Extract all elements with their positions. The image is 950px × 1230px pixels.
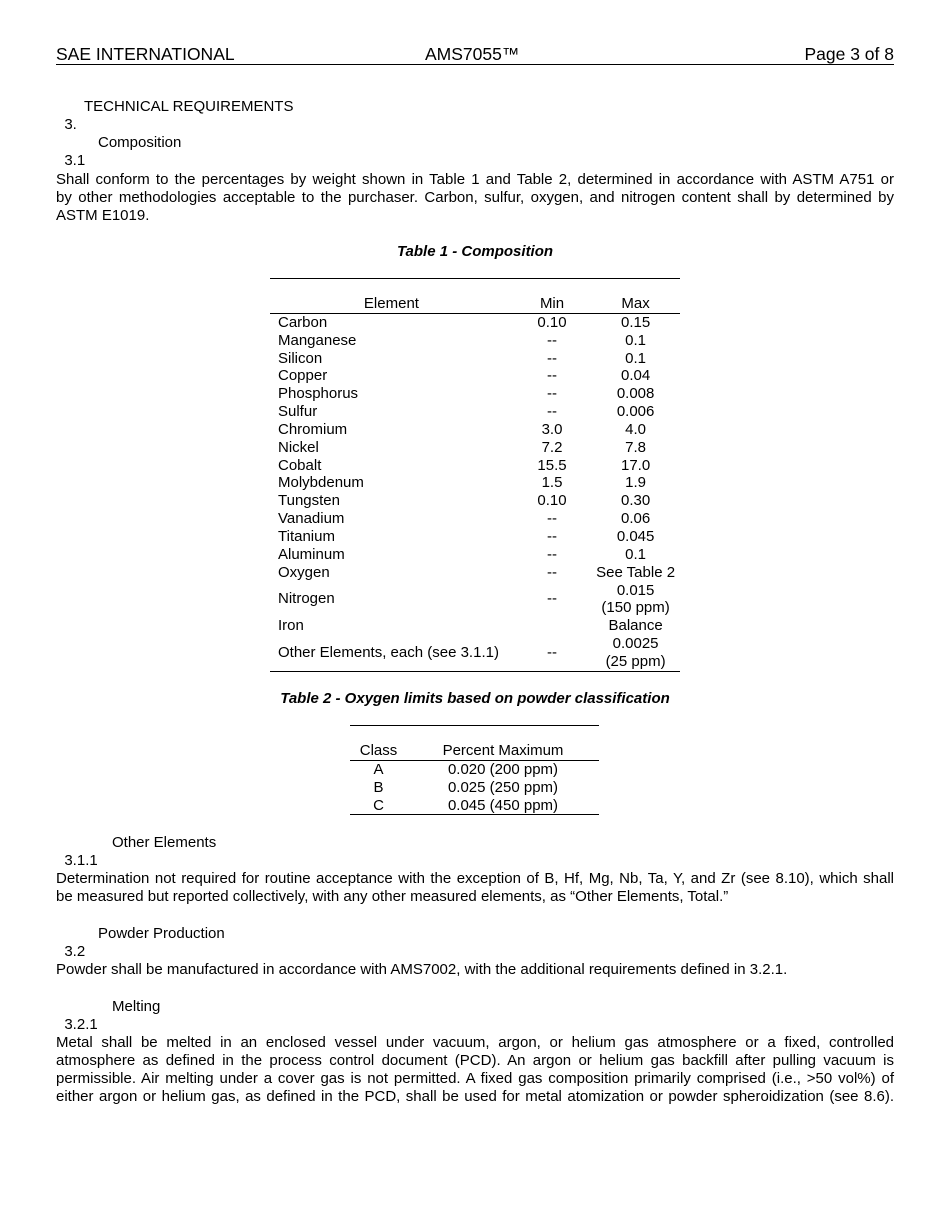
element-cell: Oxygen [278,563,330,581]
section-3-2-1-body [56,1034,894,1106]
table-header-row [350,742,599,760]
paragraph-line: Powder shall be manufactured in accordance with AMS7002, with the additional requirements defined in 3.2.1. [56,961,788,978]
column-header-class: Class [350,742,407,760]
oxygen-limits-table [350,725,599,815]
table-row [270,313,680,331]
section-title: Other Elements [112,834,217,851]
header-page-number: Page 3 of 8 [804,44,894,64]
table-row [350,760,599,778]
paragraph-line: by other methodologies acceptable to the purchaser. Carbon, sulfur, oxygen, and nitrogen content shall by determined by [56,189,894,206]
section-number: 3.2.1 [64,1016,98,1033]
section-title: Composition [98,134,182,151]
max-cell [591,350,680,368]
element-cell: Silicon [278,349,323,367]
min-cell: 0.10 [537,313,567,331]
paragraph-line: Metal shall be melted in an enclosed vessel under vacuum, argon, or helium gas atmosphere or a fixed, controlled [56,1034,894,1051]
element-cell: Nickel [278,438,319,456]
element-cell: Copper [278,367,328,385]
max-cell [591,564,680,582]
max-value-line: 0.30 [620,492,651,510]
max-cell [591,474,680,492]
section-3-2-1-heading [56,998,161,1034]
min-cell: -- [547,643,558,661]
percent-max-cell: 0.025 (250 ppm) [447,778,559,796]
max-value-line: 0.015 [616,581,655,599]
min-cell: -- [547,590,558,608]
section-title: TECHNICAL REQUIREMENTS [84,98,294,115]
max-cell [591,385,680,403]
max-cell [591,492,680,510]
table-row [270,635,680,671]
page-header [56,44,894,65]
column-header-max: Max [591,295,680,313]
element-cell: Nitrogen [278,590,335,608]
table-row [270,350,680,368]
class-cell: A [373,760,384,778]
max-cell [591,332,680,350]
section-3-2-body [56,961,894,979]
element-cell: Tungsten [278,492,340,510]
min-cell: -- [547,563,558,581]
max-cell [591,617,680,635]
min-cell: -- [547,545,558,563]
table-row [270,367,680,385]
element-cell: Chromium [278,420,348,438]
header-doc-id: AMS7055™ [425,44,520,64]
element-cell: Iron [278,617,304,635]
paragraph-line: permissible. Air melting under a cover gas is not permitted. A fixed gas composition primarily comprised (i.e., >50 vol%) of [56,1070,894,1087]
max-value-line: 0.1 [625,545,647,563]
element-cell: Carbon [278,313,328,331]
table-row [270,332,680,350]
max-cell [591,528,680,546]
min-cell: -- [547,403,558,421]
section-number: 3.1 [64,152,86,169]
section-title: Melting [112,998,161,1015]
section-3-1-1-heading [56,834,217,870]
table-row [270,582,680,618]
paragraph-line: be measured but reported collectively, with any other measured elements, as “Other Elements, Total.” [56,888,729,905]
section-3-heading [56,98,294,134]
max-value-line: 0.1 [625,349,647,367]
section-title: Powder Production [98,925,225,942]
min-cell: -- [547,385,558,403]
table-row [270,421,680,439]
element-cell: Vanadium [278,510,345,528]
max-value-line: 0.04 [620,367,651,385]
percent-max-cell: 0.045 (450 ppm) [447,796,559,814]
max-value-line: 0.006 [616,403,655,421]
column-header-min: Min [513,295,591,313]
table-row [270,492,680,510]
element-cell: Titanium [278,527,335,545]
header-org: SAE INTERNATIONAL [56,44,235,64]
paragraph-line: Determination not required for routine acceptance with the exception of B, Hf, Mg, Nb, Ta, Y, and Zr (see 8.10), which shall [56,870,894,887]
table-row [270,439,680,457]
min-cell: -- [547,527,558,545]
table-row [270,474,680,492]
table-1-caption: Table 1 - Composition [396,243,554,260]
max-cell [591,367,680,385]
paragraph-line: either argon or helium gas, as defined in the PCD, shall be used for metal atomization or powder spheroidization (see 8.6). [56,1088,894,1105]
max-value-line: 17.0 [620,456,651,474]
section-3-1-1-body [56,870,894,906]
table-header-row [270,295,680,313]
max-value-line: 0.045 [616,527,655,545]
table-row [270,528,680,546]
table-row [270,617,680,635]
percent-max-cell: 0.020 (200 ppm) [447,760,559,778]
element-cell: Manganese [278,331,357,349]
column-header-element: Element [270,295,513,313]
element-cell: Other Elements, each (see 3.1.1) [278,643,499,661]
class-cell: B [373,778,384,796]
element-cell: Sulfur [278,403,318,421]
element-cell: Aluminum [278,545,345,563]
max-value-line: Balance [608,617,663,635]
table-row [350,797,599,815]
max-cell [591,313,680,331]
table-row [270,546,680,564]
max-value-line: 1.9 [625,474,647,492]
table-row [270,385,680,403]
composition-table [270,278,680,672]
min-cell [513,617,591,635]
section-number: 3.2 [64,943,86,960]
section-3-2-heading [56,925,225,961]
max-value-line: 0.15 [620,313,651,331]
max-cell [591,457,680,475]
paragraph-line: ASTM E1019. [56,207,150,224]
max-value-line: 0.0025 [612,635,659,653]
max-cell [591,635,680,671]
section-3-1-body [56,171,894,225]
max-cell [591,421,680,439]
min-cell: 3.0 [541,420,563,438]
max-value-line: 7.8 [625,438,647,456]
max-value-line: (150 ppm) [601,599,670,617]
section-number: 3.1.1 [64,852,98,869]
paragraph-line: atmosphere as defined in the process control document (PCD). An argon or helium gas backfill after pulling vacuum is [56,1052,894,1069]
min-cell: 1.5 [541,474,563,492]
max-value-line: 4.0 [625,420,647,438]
min-cell: -- [547,349,558,367]
table-2-caption: Table 2 - Oxygen limits based on powder classification [280,690,670,707]
max-cell [591,439,680,457]
min-cell: 0.10 [537,492,567,510]
min-cell: -- [547,367,558,385]
class-cell: C [373,796,384,814]
min-cell: -- [547,510,558,528]
element-cell: Cobalt [278,456,322,474]
element-cell: Molybdenum [278,474,364,492]
max-cell [591,510,680,528]
table-row [270,564,680,582]
min-cell: 7.2 [541,438,563,456]
section-number: 3. [64,116,77,133]
min-cell: -- [547,331,558,349]
max-cell [591,403,680,421]
table-row [350,779,599,797]
element-cell: Phosphorus [278,385,359,403]
table-row [270,510,680,528]
max-value-line: 0.1 [625,331,647,349]
paragraph-line: Shall conform to the percentages by weight shown in Table 1 and Table 2, determined in accordance with ASTM A751 or [56,171,894,188]
table-row [270,457,680,475]
max-value-line: (25 ppm) [605,652,666,670]
table-row [270,403,680,421]
section-3-1-heading [56,134,182,170]
column-header-percent-max: Percent Maximum [407,742,599,760]
min-cell: 15.5 [537,456,567,474]
max-value-line: See Table 2 [596,563,676,581]
max-cell [591,582,680,618]
max-cell [591,546,680,564]
max-value-line: 0.06 [620,510,651,528]
max-value-line: 0.008 [616,385,655,403]
